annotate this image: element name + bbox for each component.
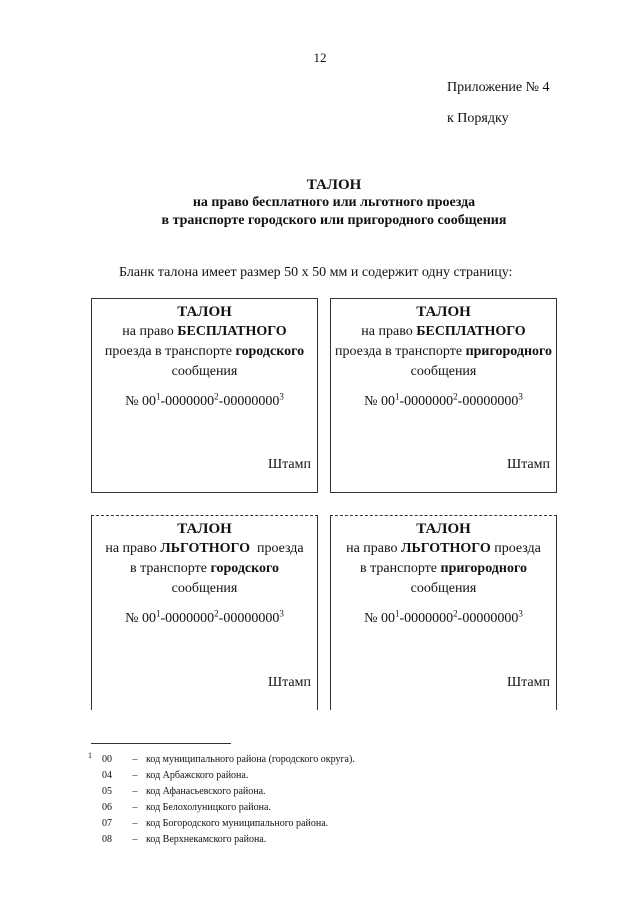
coupon-line-2: в транспорте городского [129, 561, 280, 576]
footnote-row: 1 00 – код муниципального района (городского округа). [88, 752, 355, 768]
footnote-row: 05 – код Афанасьевского района. [102, 786, 266, 797]
stamp-label: Штамп [268, 457, 311, 472]
to-order-label: к Порядку [447, 111, 509, 126]
intro-text: Бланк талона имеет размер 50 х 50 мм и содержит одну страницу: [119, 265, 513, 280]
coupon-line-2: проезда в транспорте городского [104, 344, 305, 359]
coupon-free-city [91, 298, 318, 493]
coupon-line-3: сообщения [410, 364, 477, 379]
coupon-line-1: на право ЛЬГОТНОГО проезда [105, 541, 304, 556]
coupon-number: № $00^1-0000000^2-00000000^3$ [364, 608, 523, 626]
stamp-label: Штамп [268, 675, 311, 690]
coupon-free-suburban [330, 298, 557, 493]
footnotes [88, 752, 355, 848]
document-title [60, 176, 608, 230]
page-number: 12 [313, 50, 327, 65]
coupon-line-1: на право ЛЬГОТНОГО проезда [346, 541, 541, 556]
coupon-discount-city [91, 515, 318, 710]
coupon-number: № $00^1-0000000^2-00000000^3$ [125, 608, 284, 626]
coupon-title: ТАЛОН [416, 304, 471, 320]
coupon-title: ТАЛОН [416, 521, 471, 537]
footnote-row: 06 – код Белохолуницкого района. [102, 802, 271, 813]
stamp-label: Штамп [507, 457, 550, 472]
coupon-line-1: на право БЕСПЛАТНОГО [122, 324, 287, 339]
footnote-mark: 1 [88, 751, 92, 760]
coupon-number: № $00^1-0000000^2-00000000^3$ [364, 391, 523, 409]
title-line-3: в транспорте городского или пригородного сообщения [161, 213, 507, 228]
coupon-number: № $00^1-0000000^2-00000000^3$ [125, 391, 284, 409]
coupon-line-2: проезда в транспорте пригородного [334, 344, 553, 359]
coupon-line-3: сообщения [171, 581, 238, 596]
footnote-row: 07 – код Богородского муниципального района. [102, 818, 329, 829]
coupon-line-3: сообщения [410, 581, 477, 596]
coupon-line-3: сообщения [171, 364, 238, 379]
title-line-2: на право бесплатного или льготного проезда [192, 195, 476, 210]
coupon-line-2: в транспорте пригородного [360, 561, 527, 576]
annex-label: Приложение № 4 [447, 80, 550, 95]
footnote-row: 04 – код Арбажского района. [102, 770, 249, 781]
stamp-label: Штамп [507, 675, 550, 690]
coupon-line-1: на право БЕСПЛАТНОГО [361, 324, 526, 339]
coupon-discount-suburban [330, 515, 557, 710]
footnote-row: 08 – код Верхнекамского района. [102, 834, 267, 845]
title-main: ТАЛОН [306, 177, 362, 193]
coupon-title: ТАЛОН [177, 521, 232, 537]
coupon-title: ТАЛОН [177, 304, 232, 320]
footnote-divider [91, 743, 231, 744]
